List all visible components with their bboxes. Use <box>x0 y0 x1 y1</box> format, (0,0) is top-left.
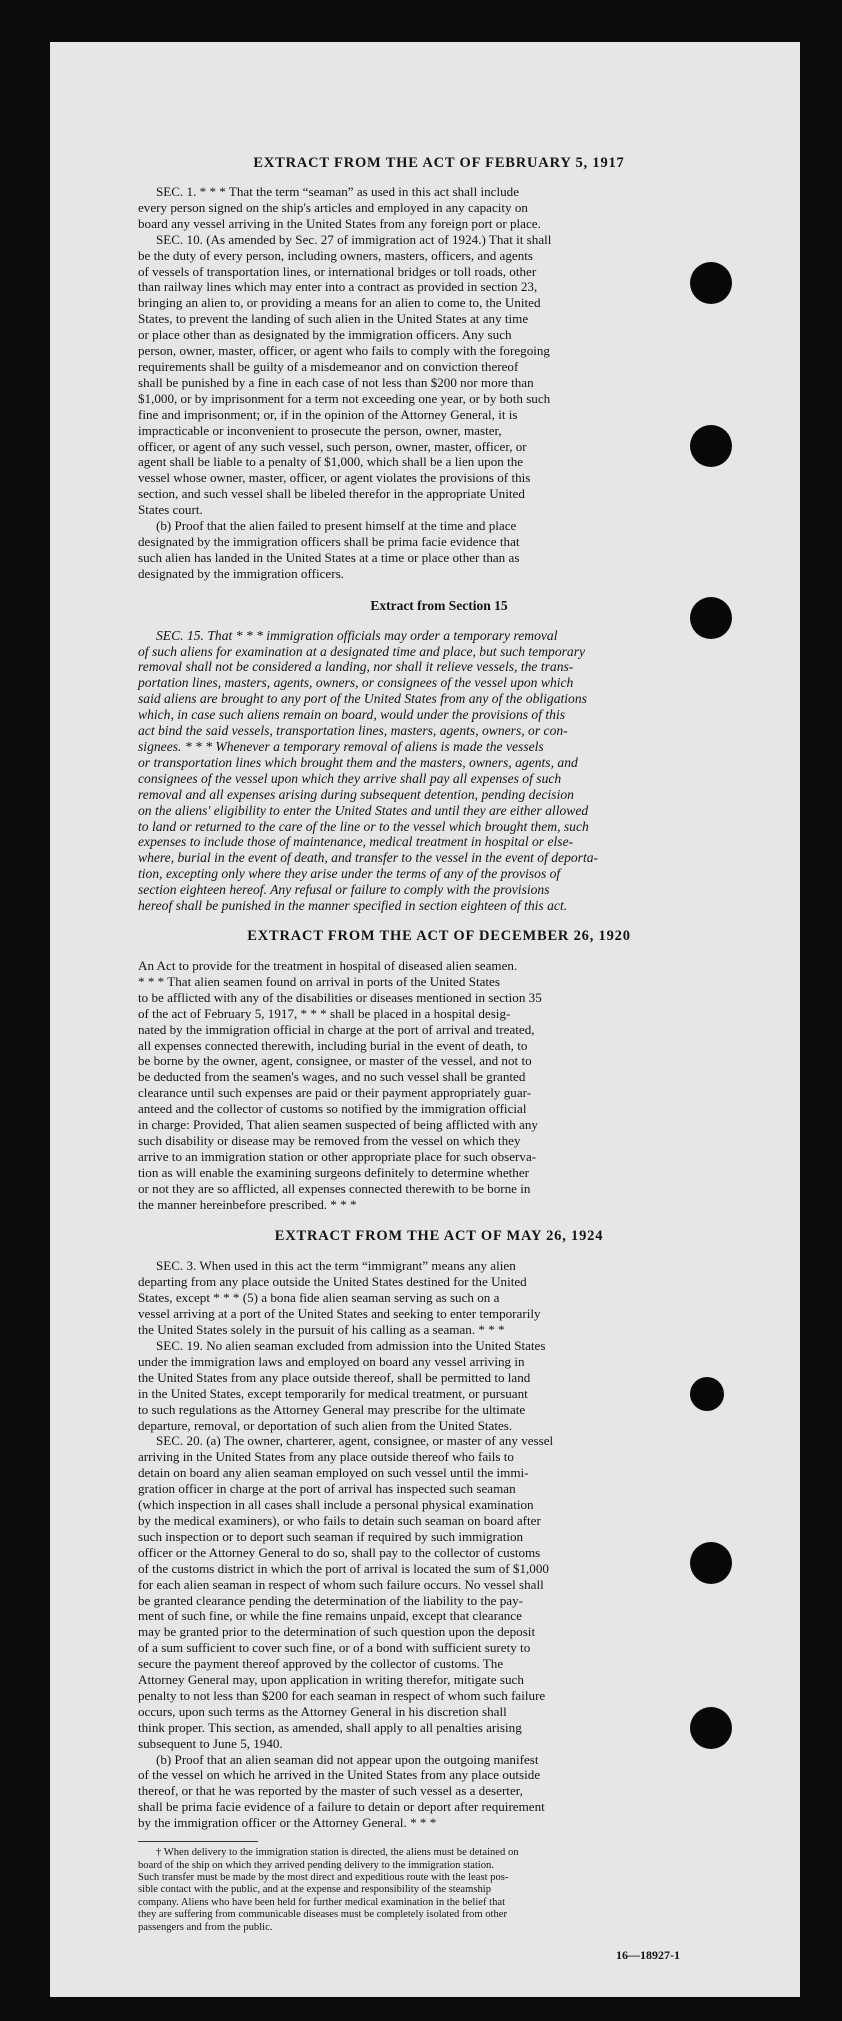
paragraph-1917-sec1: SEC. 1. * * * That the term “seaman” as used in this act shall include every person signed on the ship's articles and employed in any capacity on board any vessel arriving in the United States from any foreign port or place. <box>138 184 541 231</box>
heading-act-1924: EXTRACT FROM THE ACT OF MAY 26, 1924 <box>274 1228 604 1245</box>
footnote-rule <box>138 1841 258 1842</box>
paragraph-1917-b: (b) Proof that the alien failed to present himself at the time and place designated by the immigration officers shall be prima facie evidence that such alien has landed in the United States at a time or place other than as designated by the immigration officers. <box>138 518 520 581</box>
paragraph-1924-b: (b) Proof that an alien seaman did not appear upon the outgoing manifest of the vessel on which he arrived in the United States from any place outside thereof, or that he was reported by the master of such vessel as a deserter, shall be prima facie evidence of a failure to detain or deport after requirement by the immigration officer or the Attorney General. * * * <box>138 1751 545 1831</box>
paragraph-section-15: SEC. 15. That * * * immigration officials may order a temporary removal of such aliens for examination at a designated time and place, but such temporary removal shall not be considered a landing, nor shall it relieve vessels, the trans- portation lines, masters, agents, owners, or consignees of the vessel upon which said aliens are brought to any port of the United States from any of the obligations which, in case such aliens remain on board, would under the provisions of this act bind the said vessels, transportation lines, masters, agents, owners, or con- signees. * * * Whenever a temporary removal of aliens is made the vessels or transportation lines which brought them and the masters, owners, agents, and consignees of the vessel upon which they arrive shall pay all expenses of such removal and all expenses arising during subsequent detention, pending decision on the aliens' eligibility to enter the United States and until they are either allowed to land or returned to the care of the line or to the vessel which brought them, such expenses to include those of maintenance, medical treatment in hospital or else- where, burial in the event of death, and transfer to the vessel in the event of deporta- tion, excepting only where they arise under the terms of any of the provisos of section eighteen hereof. Any refusal or failure to comply with the provisions hereof shall be punished in the manner specified in section eighteen of this act. <box>138 627 599 914</box>
paragraph-1924-sec20: SEC. 20. (a) The owner, charterer, agent, consignee, or master of any vessel arriving in the United States from any place outside thereof who fails to detain on board any alien seaman employed on such vessel until the immi- gration officer in charge at the port of arrival has inspected such seaman (which inspection in all cases shall include a personal physical examination by the medical examiners), or who fails to detain such seaman on board after such inspection or to deport such seaman if required by such immigration officer or the Attorney General to do so, shall pay to the collector of customs of the customs district in which the port of arrival is located the sum of $1,000 for each alien seaman in respect of whom such failure occurs. No vessel shall be granted clearance pending the determination of the liability to the pay- ment of such fine, or while the fine remains unpaid, except that clearance may be granted prior to the determination of such question upon the deposit of a sum sufficient to cover such fine, or of a bond with sufficient surety to secure the payment thereof approved by the collector of customs. The Attorney General may, upon application in writing therefor, mitigate such penalty to not less than $200 for each seaman in respect of whom such failure occurs, upon such terms as the Attorney General in his discretion shall think proper. This section, as amended, shall apply to all penalties arising subsequent to June 5, 1940. <box>138 1433 554 1751</box>
paragraph-1920: An Act to provide for the treatment in hospital of diseased alien seamen. * * * That alien seamen found on arrival in ports of the United States to be afflicted with any of the disabilities or diseases mentioned in section 35 of the act of February 5, 1917, * * * shall be placed in a hospital desig- nated by the immigration official in charge at the port of arrival and treated, all expenses connected therewith, including burial in the event of death, to be borne by the owner, agent, consignee, or master of the vessel, and not to be deducted from the seamen's wages, and no such vessel shall be granted clearance until such expenses are paid or their payment appropriately guar- anteed and the collector of customs so notified by the immigration official in charge: Provided, That alien seamen suspected of being afflicted with any such disability or disease may be removed from the vessel on which they arrive to an immigration station or other appropriate place for such observa- tion as will enable the examining surgeons definitely to determine whether or not they are so afflicted, all expenses connected therewith to be borne in the manner hereinbefore prescribed. * * * <box>138 957 542 1212</box>
heading-section-15: Extract from Section 15 <box>370 597 508 613</box>
heading-act-1920: EXTRACT FROM THE ACT OF DECEMBER 26, 1920 <box>247 927 631 944</box>
paragraph-1924-sec3: SEC. 3. When used in this act the term “immigrant” means any alien departing from any place outside the United States destined for the United States, except * * * (5) a bona fide alien seaman serving as such on a vessel arriving at a port of the United States and seeking to enter temporarily the United States solely in the pursuit of his calling as a seaman. * * * <box>138 1258 541 1338</box>
text-column <box>138 155 740 1968</box>
footnote: † When delivery to the immigration station is directed, the aliens must be detained on board of the ship on which they arrived pending delivery to the immigration station. Such transfer must be made by the most direct and expeditious route with the least pos- sible contact with the public, and at the expense and responsibility of the steamship company. Aliens who have been held for further medical examination in the belief that they are suffering from communicable diseases must be completely isolated from other passengers and from the public. <box>138 1847 519 1933</box>
paragraph-1924-sec19: SEC. 19. No alien seaman excluded from admission into the United States under the immigration laws and employed on board any vessel arriving in the United States from any place outside thereof, shall be permitted to land in the United States, except temporarily for medical treatment, or pursuant to such regulations as the Attorney General may prescribe for the ultimate departure, removal, or deportation of such alien from the United States. <box>138 1338 546 1433</box>
form-number: 16—18927-1 <box>616 1947 680 1962</box>
paragraph-1917-sec10: SEC. 10. (As amended by Sec. 27 of immigration act of 1924.) That it shall be the duty of every person, including owners, masters, officers, and agents of vessels of transportation lines, or international bridges or toll roads, other than railway lines which may enter into a contract as provided in section 23, bringing an alien to, or providing a means for an alien to come to, the United States, to prevent the landing of such alien in the United States at any time or place other than as designated by the immigration officers. Any such person, owner, master, officer, or agent who fails to comply with the foregoing requirements shall be guilty of a misdemeanor and on conviction thereof shall be punished by a fine in each case of not less than $200 nor more than $1,000, or by imprisonment for a term not exceeding one year, or by both such fine and imprisonment; or, if in the opinion of the Attorney General, it is impracticable or inconvenient to prosecute the person, owner, master, officer, or agent of any such vessel, such person, owner, master, officer, or agent shall be liable to a penalty of $1,000, which shall be a lien upon the vessel whose owner, master, officer, or agent violates the provisions of this section, and such vessel shall be libeled therefor in the appropriate United States court. <box>138 231 552 518</box>
heading-act-1917: EXTRACT FROM THE ACT OF FEBRUARY 5, 1917 <box>253 155 625 171</box>
